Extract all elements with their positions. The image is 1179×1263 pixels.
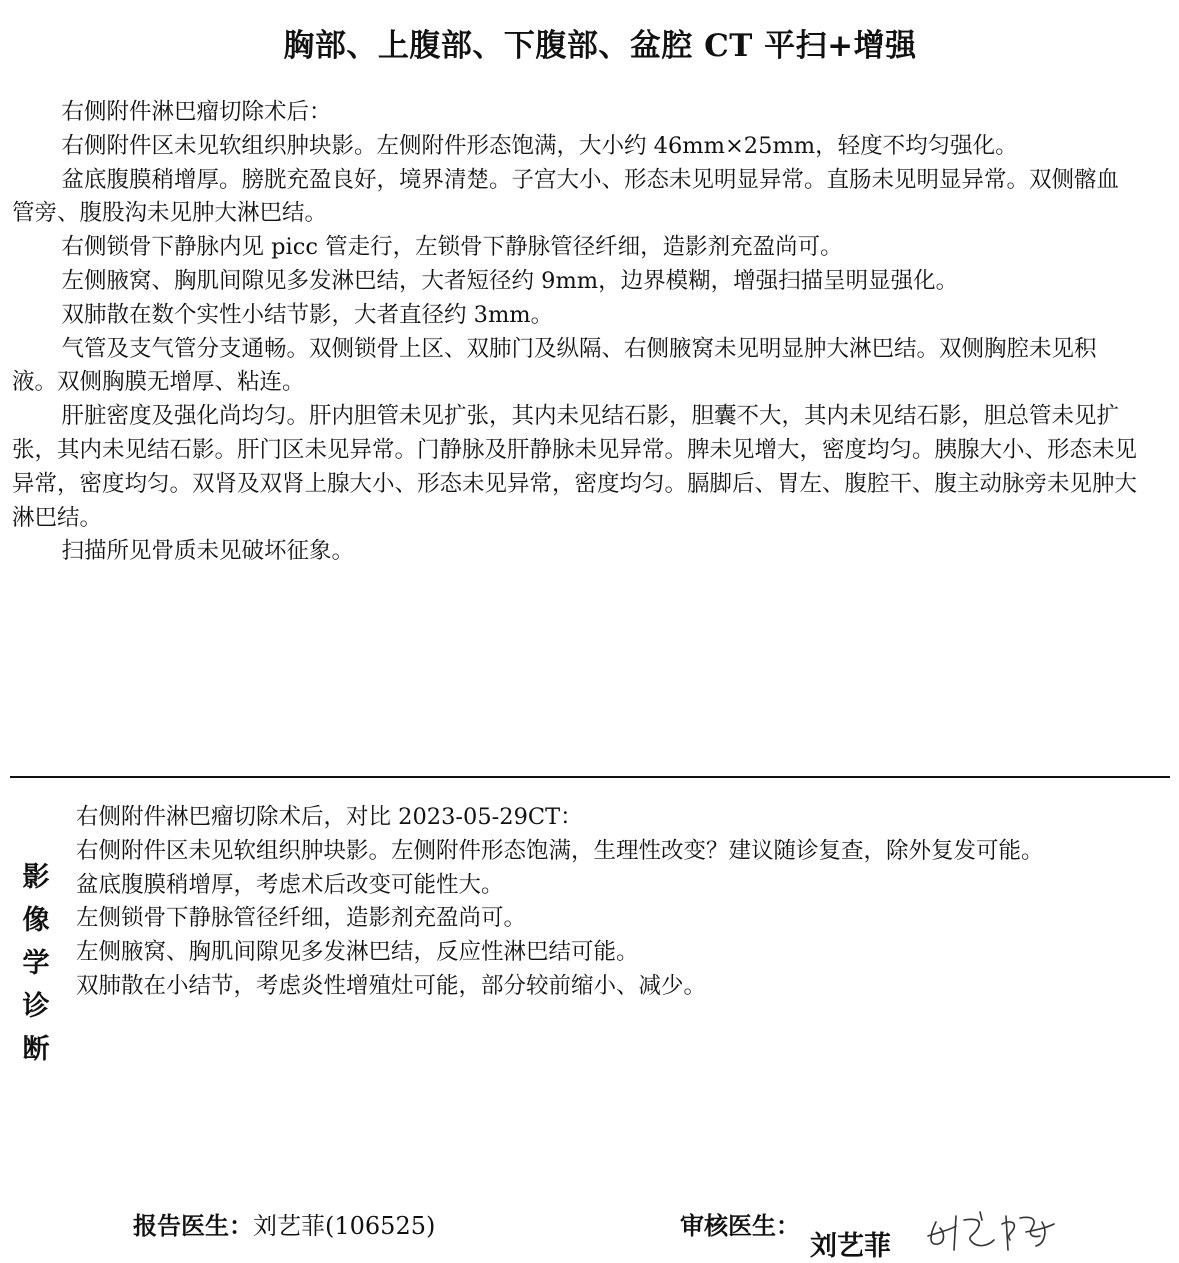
report-title: 胸部、上腹部、下腹部、盆腔 CT 平扫+增强 xyxy=(283,28,917,64)
findings-section xyxy=(12,96,1137,569)
impression-label-char: 像 xyxy=(22,905,50,936)
reviewer-name: 刘艺菲 xyxy=(810,1231,891,1262)
finding-paragraph: 左侧腋窝、胸肌间隙见多发淋巴结，大者短径约 9mm，边界模糊，增强扫描呈明显强化。 xyxy=(61,267,959,294)
impression-line: 双肺散在小结节，考虑炎性增殖灶可能，部分较前缩小、减少。 xyxy=(76,972,707,999)
signature-row xyxy=(0,1206,1179,1260)
reviewer-block xyxy=(680,1206,800,1241)
finding-paragraph: 扫描所见骨质未见破坏征象。 xyxy=(61,538,355,565)
finding-paragraph: 盆底腹膜稍增厚。膀胱充盈良好，境界清楚。子宫大小、形态未见明显异常。直肠未见明显异常。双侧髂血管旁、腹股沟未见肿大淋巴结。 xyxy=(12,166,1120,227)
impression-label-char: 影 xyxy=(22,862,50,893)
impression-line: 左侧腋窝、胸肌间隙见多发淋巴结，反应性淋巴结可能。 xyxy=(76,939,639,966)
impression-line: 右侧附件区未见软组织肿块影。左侧附件形态饱满，生理性改变？建议随诊复查，除外复发可能。 xyxy=(76,837,1044,864)
impression-line: 盆底腹膜稍增厚，考虑术后改变可能性大。 xyxy=(76,871,504,898)
finding-paragraph: 右侧附件淋巴瘤切除术后： xyxy=(61,99,332,125)
finding-paragraph: 右侧锁骨下静脉内见 picc 管走行，左锁骨下静脉管径纤细，造影剂充盈尚可。 xyxy=(61,234,843,261)
impression-label-char: 诊 xyxy=(22,991,50,1022)
impression-label xyxy=(16,856,56,1071)
reporter-block xyxy=(133,1206,435,1241)
impression-section xyxy=(76,801,1176,1004)
impression-label-char: 学 xyxy=(22,948,50,979)
impression-line: 左侧锁骨下静脉管径纤细，造影剂充盈尚可。 xyxy=(76,905,527,932)
impression-line: 右侧附件淋巴瘤切除术后，对比 2023-05-29CT： xyxy=(76,804,583,830)
finding-paragraph: 肝脏密度及强化尚均匀。肝内胆管未见扩张，其内未见结石影，胆囊不大，其内未见结石影，胆总管未见扩张，其内未见结石影。肝门区未见异常。门静脉及肝静脉未见异常。脾未见增大，密度均匀。胰腺大小、形态未见异常，密度均匀。双肾及双肾上腺大小、形态未见异常，密度均匀。膈脚后、胃左、腹腔干、腹主动脉旁未见肿大淋巴结。 xyxy=(12,403,1138,531)
finding-paragraph: 右侧附件区未见软组织肿块影。左侧附件形态饱满，大小约 46mm×25mm，轻度不均匀强化。 xyxy=(61,132,1018,159)
reporter-label: 报告医生： xyxy=(133,1211,253,1240)
section-divider xyxy=(10,776,1170,778)
reviewer-label: 审核医生： xyxy=(680,1211,800,1240)
handwritten-signature xyxy=(920,1206,1070,1260)
finding-paragraph: 双肺散在数个实性小结节影，大者直径约 3mm。 xyxy=(61,301,554,328)
reporter-name: 刘艺菲(106525) xyxy=(253,1212,436,1240)
finding-paragraph: 气管及支气管分支通畅。双侧锁骨上区、双肺门及纵隔、右侧腋窝未见明显肿大淋巴结。双侧胸腔未见积液。双侧胸膜无增厚、粘连。 xyxy=(12,335,1097,396)
impression-label-char: 断 xyxy=(22,1034,50,1065)
